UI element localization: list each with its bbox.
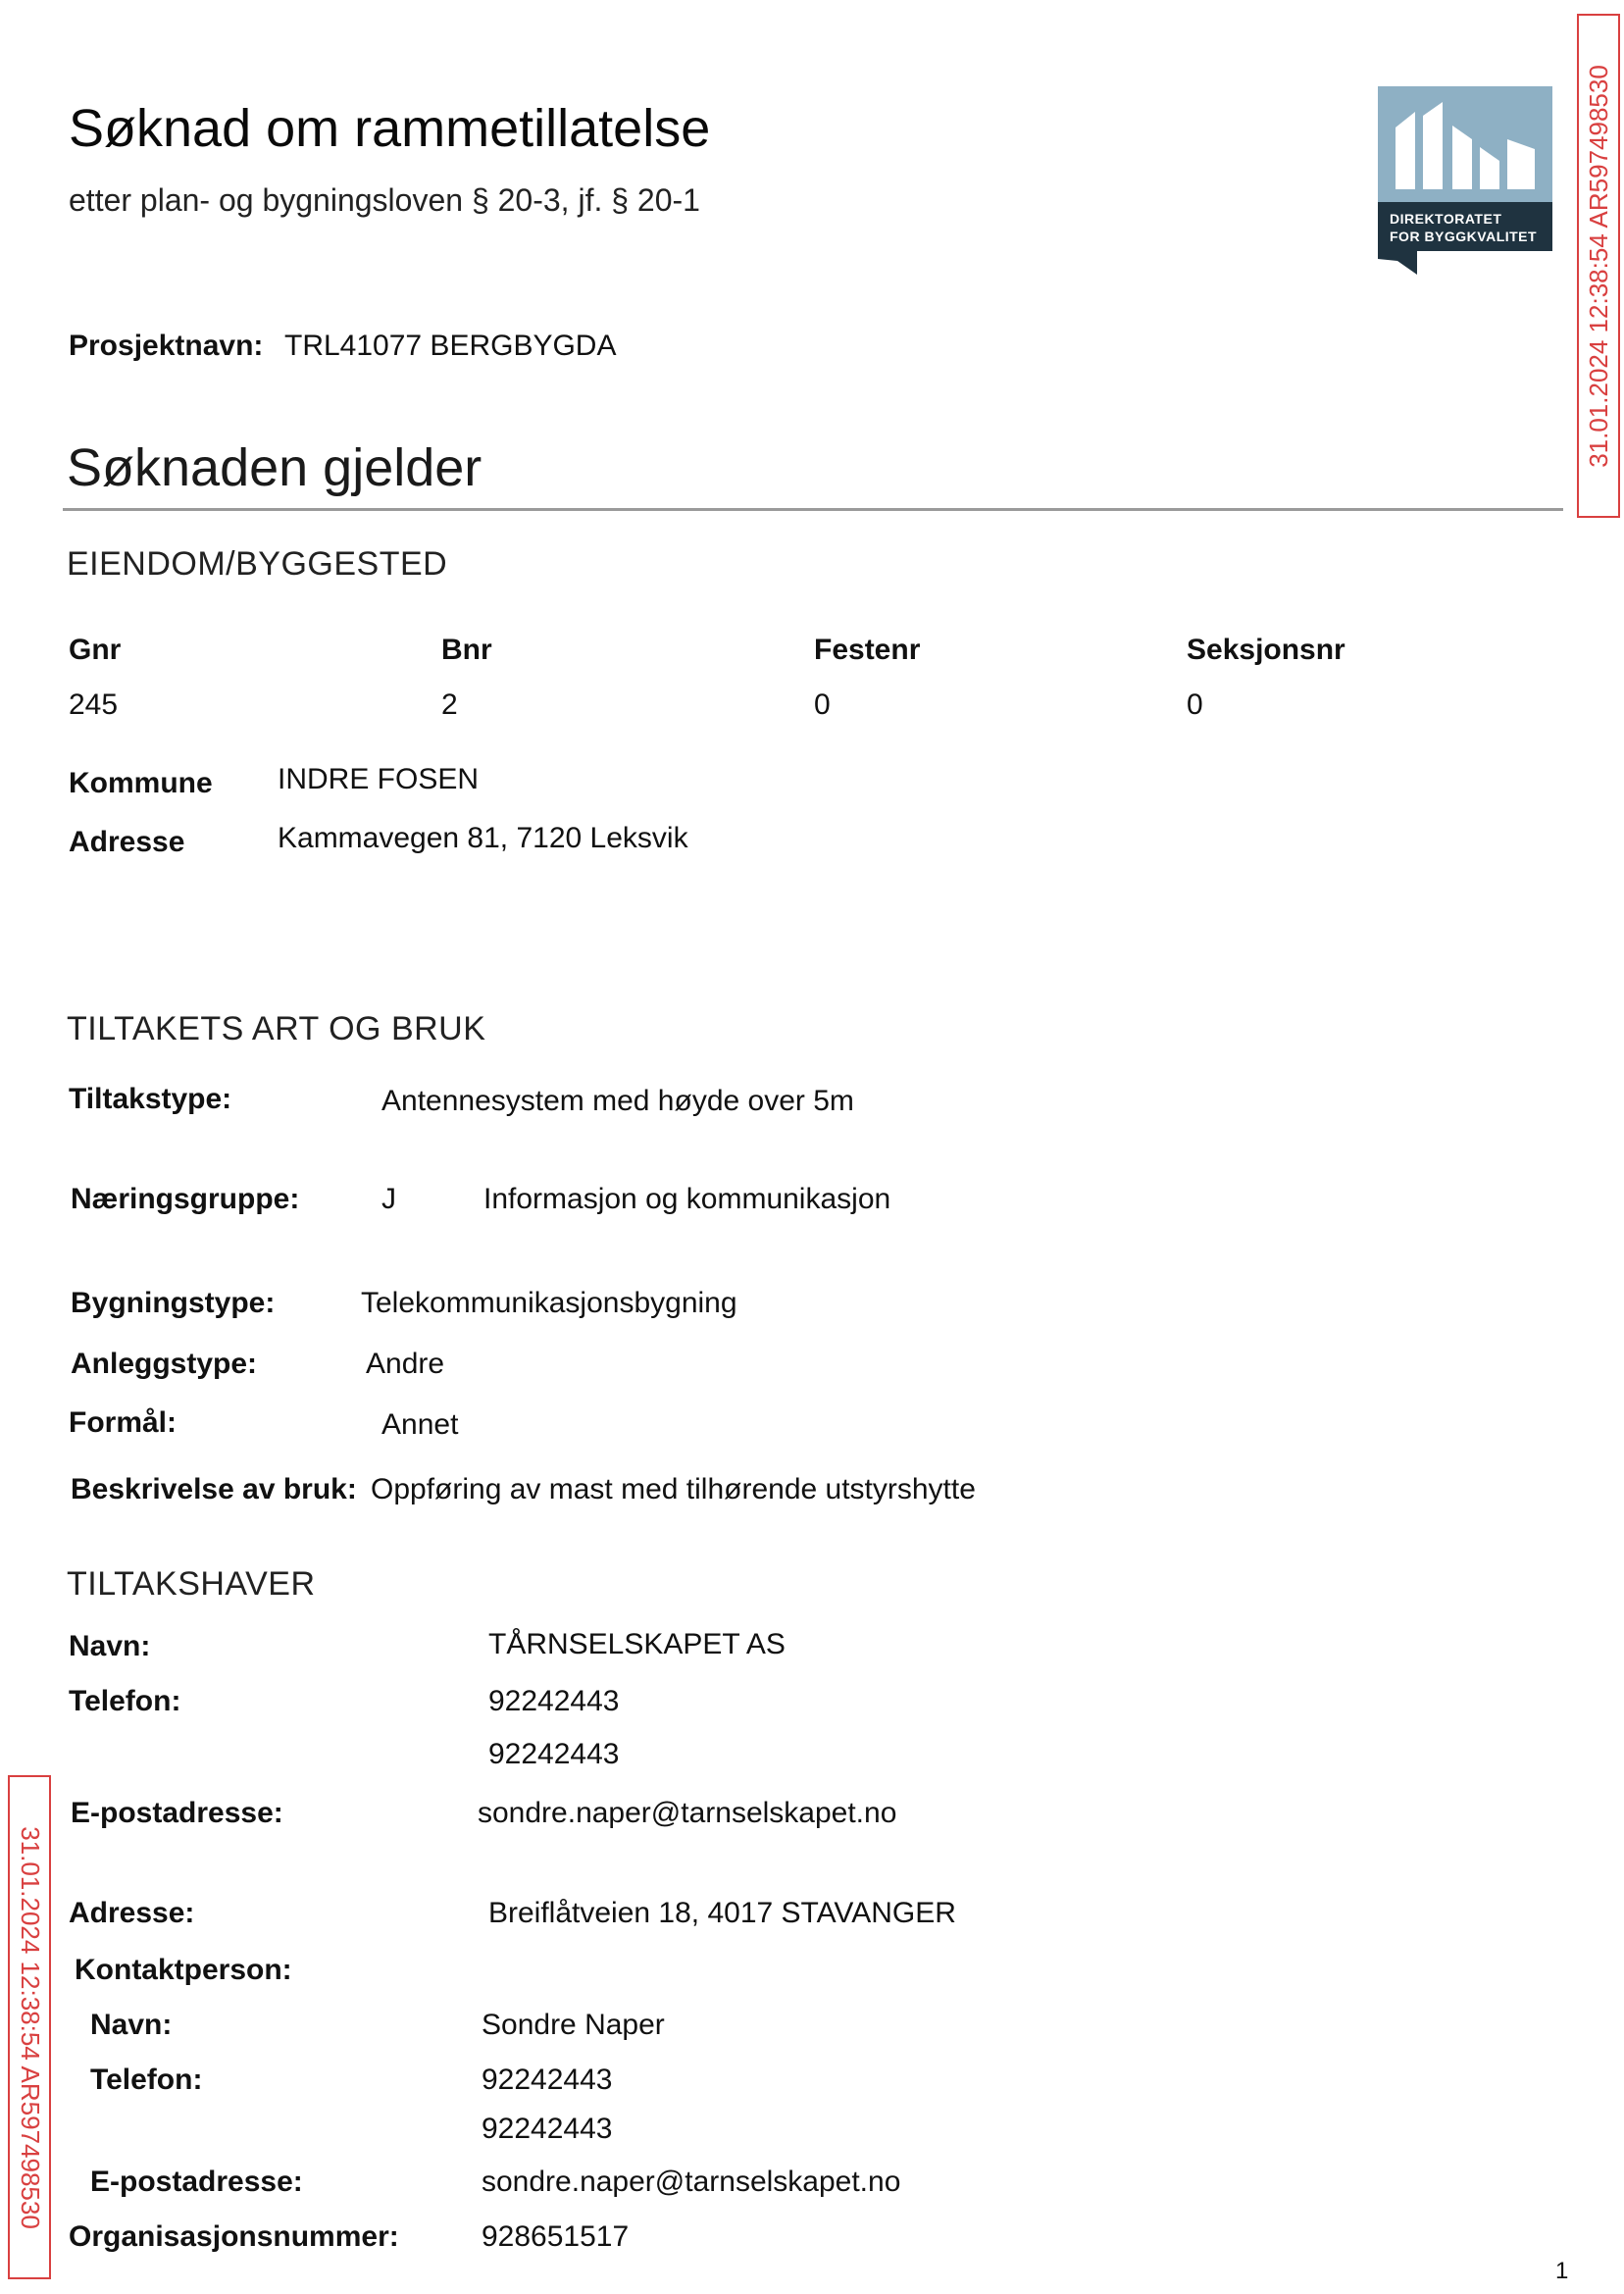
stamp-left-text: 31.01.2024 12:38:54 AR597498530 xyxy=(15,1825,45,2229)
naering-value: Informasjon og kommunikasjon xyxy=(483,1183,891,1215)
logo-line1: DIREKTORATET xyxy=(1390,211,1502,227)
project-label: Prosjektnavn: xyxy=(69,330,264,362)
bnr-value: 2 xyxy=(441,688,458,721)
tiltakstype-label: Tiltakstype: xyxy=(69,1083,232,1115)
owner-epost-label: E-postadresse: xyxy=(71,1797,283,1829)
owner-epost-value: sondre.naper@tarnselskapet.no xyxy=(478,1797,897,1829)
seksjonsnr-value: 0 xyxy=(1187,688,1203,721)
kontakt-epost-label: E-postadresse: xyxy=(90,2166,303,2198)
kontakt-navn-value: Sondre Naper xyxy=(482,2009,665,2041)
kontakt-telefon-label: Telefon: xyxy=(90,2064,203,2096)
kontakt-navn-label: Navn: xyxy=(90,2009,173,2041)
anleggstype-value: Andre xyxy=(366,1348,445,1380)
gnr-value: 245 xyxy=(69,688,119,721)
document-title: Søknad om rammetillatelse xyxy=(69,99,711,158)
kontakt-label: Kontaktperson: xyxy=(75,1954,292,1986)
owner-navn-value: TÅRNSELSKAPET AS xyxy=(488,1628,786,1660)
owner-navn-label: Navn: xyxy=(69,1630,151,1662)
stamp-left xyxy=(8,1775,51,2279)
logo-line2: FOR BYGGKVALITET xyxy=(1390,229,1538,244)
festenr-value: 0 xyxy=(814,688,831,721)
owner-telefon-value2: 92242443 xyxy=(488,1738,620,1770)
owner-heading: TILTAKSHAVER xyxy=(67,1565,316,1603)
kontakt-telefon-value2: 92242443 xyxy=(482,2113,613,2145)
kommune-value: INDRE FOSEN xyxy=(278,763,480,795)
document-subtitle: etter plan- og bygningsloven § 20-3, jf. § 20-1 xyxy=(69,182,700,218)
dibk-logo-icon xyxy=(1378,86,1552,275)
measure-heading: TILTAKETS ART OG BRUK xyxy=(67,1010,486,1047)
beskrivelse-label: Beskrivelse av bruk: xyxy=(71,1473,357,1505)
gnr-label: Gnr xyxy=(69,634,122,666)
property-heading: EIENDOM/BYGGESTED xyxy=(67,545,448,583)
stamp-right xyxy=(1577,14,1620,518)
anleggstype-label: Anleggstype: xyxy=(71,1348,258,1380)
owner-telefon-value1: 92242443 xyxy=(488,1685,620,1717)
owner-adresse-value: Breiflåtveien 18, 4017 STAVANGER xyxy=(488,1897,956,1929)
project-value: TRL41077 BERGBYGDA xyxy=(284,330,617,362)
adresse-label: Adresse xyxy=(69,826,185,858)
owner-telefon-label: Telefon: xyxy=(69,1685,181,1717)
beskrivelse-value: Oppføring av mast med tilhørende utstyrshytte xyxy=(371,1473,976,1505)
festenr-label: Festenr xyxy=(814,634,921,666)
adresse-value: Kammavegen 81, 7120 Leksvik xyxy=(278,822,688,854)
owner-adresse-label: Adresse: xyxy=(69,1897,195,1929)
orgnr-value: 928651517 xyxy=(482,2220,630,2253)
tiltakstype-value: Antennesystem med høyde over 5m xyxy=(381,1085,854,1117)
formaal-value: Annet xyxy=(381,1408,459,1441)
orgnr-label: Organisasjonsnummer: xyxy=(69,2220,399,2253)
bygningstype-label: Bygningstype: xyxy=(71,1287,276,1319)
naering-label: Næringsgruppe: xyxy=(71,1183,300,1215)
dibk-logo xyxy=(1378,86,1552,275)
page-number: 1 xyxy=(1555,2258,1569,2284)
kontakt-telefon-value1: 92242443 xyxy=(482,2064,613,2096)
stamp-right-text: 31.01.2024 12:38:54 AR597498530 xyxy=(1583,64,1613,468)
formaal-label: Formål: xyxy=(69,1406,178,1439)
section-divider xyxy=(63,508,1563,511)
bygningstype-value: Telekommunikasjonsbygning xyxy=(361,1287,737,1319)
naering-code: J xyxy=(381,1183,396,1215)
seksjonsnr-label: Seksjonsnr xyxy=(1187,634,1345,666)
bnr-label: Bnr xyxy=(441,634,492,666)
kommune-label: Kommune xyxy=(69,767,213,799)
kontakt-epost-value: sondre.naper@tarnselskapet.no xyxy=(482,2166,901,2198)
section-title: Søknaden gjelder xyxy=(67,438,482,497)
